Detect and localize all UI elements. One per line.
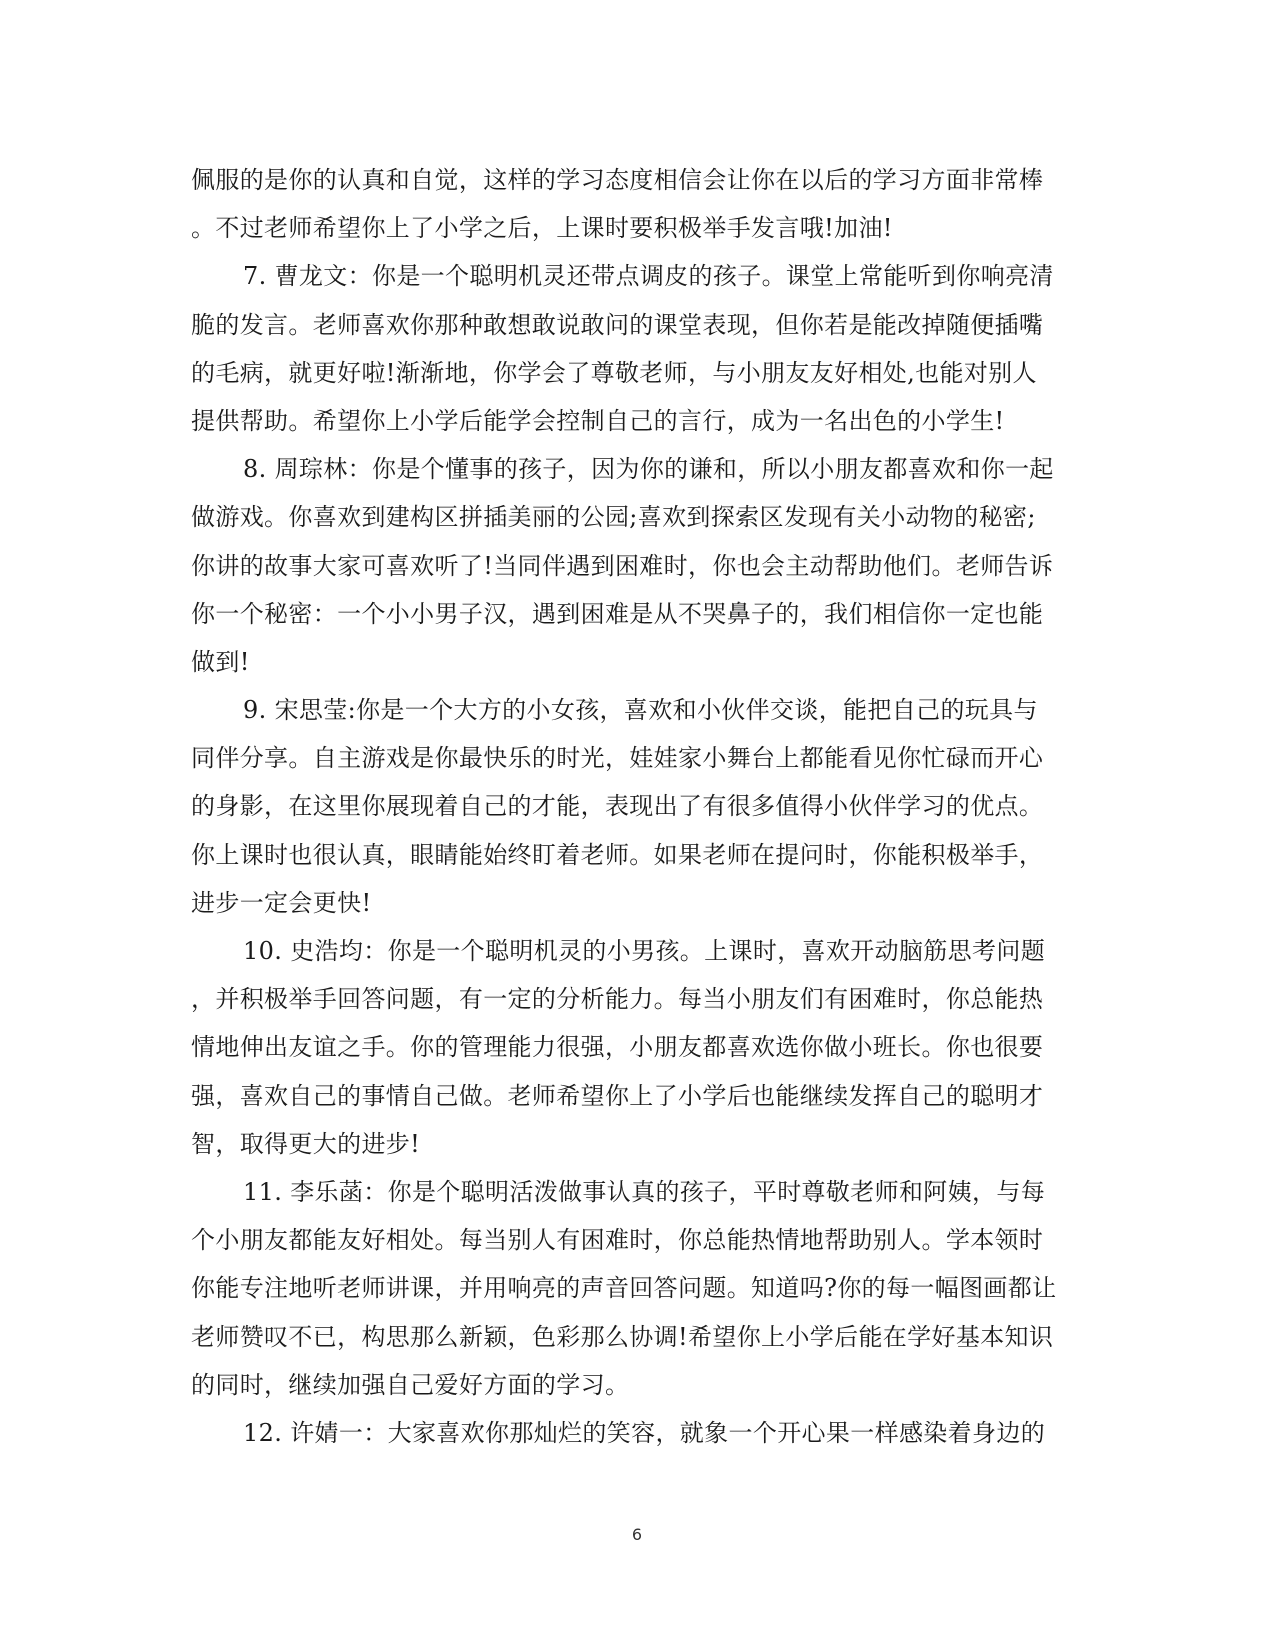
text-line: ，并积极举手回答问题，有一定的分析能力。每当小朋友们有困难时，你总能热: [191, 985, 1044, 1014]
text-line: 强，喜欢自己的事情自己做。老师希望你上了小学后也能继续发挥自己的聪明才: [191, 1081, 1044, 1110]
text-line: 。不过老师希望你上了小学之后，上课时要积极举手发言哦!加油!: [191, 214, 893, 243]
text-line: 老师赞叹不已，构思那么新颖，色彩那么协调!希望你上小学后能在学好基本知识: [191, 1322, 1054, 1351]
text-line: 做游戏。你喜欢到建构区拼插美丽的公园;喜欢到探索区发现有关小动物的秘密;: [191, 503, 1036, 532]
text-line: 同伴分享。自主游戏是你最快乐的时光，娃娃家小舞台上都能看见你忙碌而开心: [191, 744, 1044, 773]
text-line: 10. 史浩均：你是一个聪明机灵的小男孩。上课时，喜欢开动脑筋思考问题: [243, 937, 1046, 965]
text-line: 你上课时也很认真，眼睛能始终盯着老师。如果老师在提问时，你能积极举手，: [191, 840, 1044, 869]
text-line: 个小朋友都能友好相处。每当别人有困难时，你总能热情地帮助别人。学本领时: [191, 1226, 1044, 1255]
page-number: 6: [631, 1525, 643, 1544]
text-line: 佩服的是你的认真和自觉，这样的学习态度相信会让你在以后的学习方面非常棒: [191, 166, 1044, 194]
text-line: 情地伸出友谊之手。你的管理能力很强，小朋友都喜欢选你做小班长。你也很要: [191, 1033, 1044, 1062]
text-line: 8. 周琮林：你是个懂事的孩子，因为你的谦和，所以小朋友都喜欢和你一起: [243, 455, 1054, 484]
text-line: 12. 许婧一：大家喜欢你那灿烂的笑容，就象一个开心果一样感染着身边的: [243, 1418, 1046, 1447]
text-line: 的同时，继续加强自己爱好方面的学习。: [191, 1370, 630, 1399]
text-line: 脆的发言。老师喜欢你那种敢想敢说敢问的课堂表现，但你若是能改掉随便插嘴: [191, 310, 1044, 339]
text-line: 9. 宋思莹:你是一个大方的小女孩，喜欢和小伙伴交谈，能把自己的玩具与: [243, 696, 1038, 725]
text-line: 的毛病，就更好啦!渐渐地，你学会了尊敬老师，与小朋友友好相处,也能对别人: [191, 358, 1037, 387]
text-line: 11. 李乐菡：你是个聪明活泼做事认真的孩子，平时尊敬老师和阿姨，与每: [243, 1177, 1046, 1206]
text-line: 智，取得更大的进步!: [191, 1129, 421, 1158]
text-line: 7. 曹龙文：你是一个聪明机灵还带点调皮的孩子。课堂上常能听到你响亮清: [243, 262, 1054, 291]
text-line: 你能专注地听老师讲课，并用响亮的声音回答问题。知道吗?你的每一幅图画都让: [191, 1274, 1057, 1303]
text-line: 你一个秘密：一个小小男子汉，遇到困难是从不哭鼻子的，我们相信你一定也能: [191, 599, 1044, 628]
text-line: 的身影，在这里你展现着自己的才能，表现出了有很多值得小伙伴学习的优点。: [191, 792, 1044, 821]
text-line: 做到!: [191, 647, 250, 676]
text-line: 你讲的故事大家可喜欢听了!当同伴遇到困难时，你也会主动帮助他们。老师告诉: [191, 551, 1054, 580]
document-body: [191, 156, 1091, 1457]
text-line: 进步一定会更快!: [191, 888, 372, 917]
text-line: 提供帮助。希望你上小学后能学会控制自己的言行，成为一名出色的小学生!: [191, 406, 1005, 435]
